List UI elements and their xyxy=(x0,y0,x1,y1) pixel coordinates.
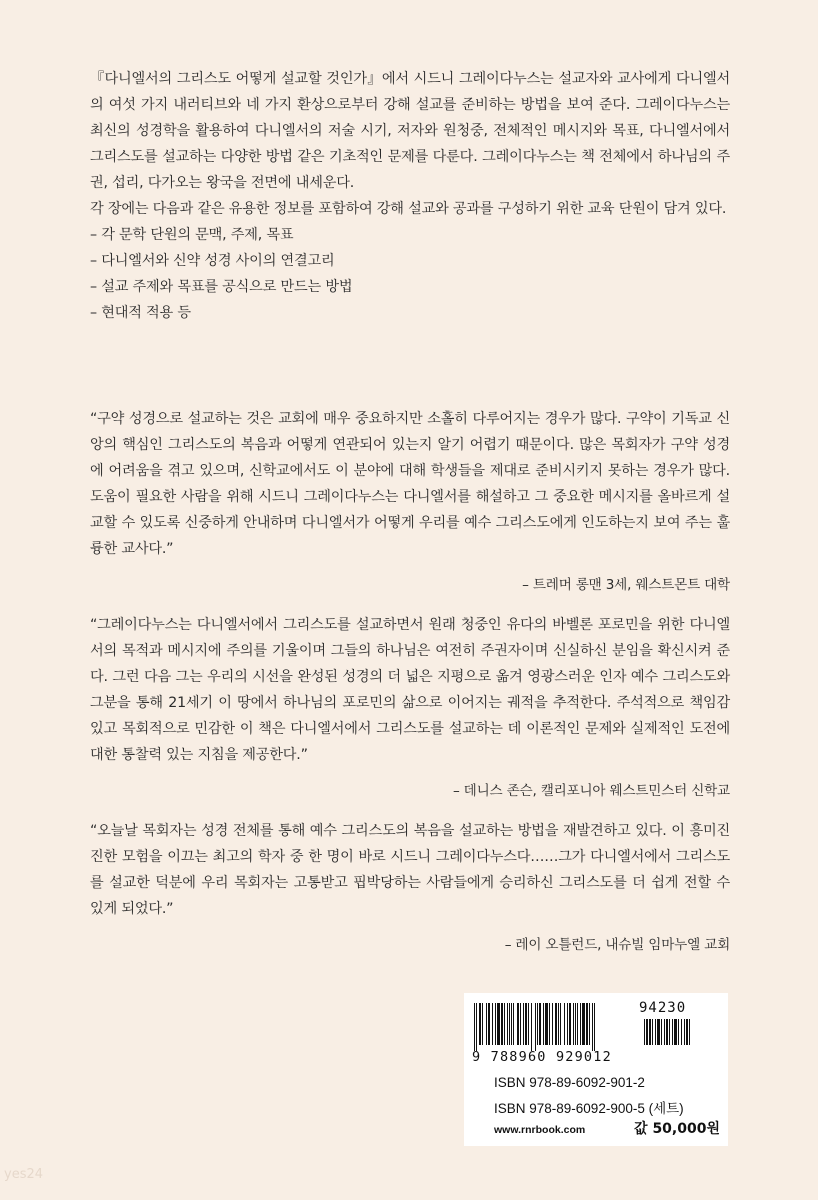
publisher-website: www.rnrbook.com xyxy=(494,1124,586,1136)
isbn-barcode xyxy=(474,1003,640,1051)
addon-barcode xyxy=(644,1019,718,1051)
book-description xyxy=(90,66,730,326)
endorsement-1 xyxy=(90,406,730,598)
addon-number: 94230 xyxy=(639,1000,687,1016)
feature-list-item: – 현대적 적용 등 xyxy=(90,305,191,321)
endorsement-3 xyxy=(90,818,730,958)
isbn-set-number: ISBN 978-89-6092-900-5 (세트) xyxy=(494,1101,684,1116)
watermark-logo: yes24 xyxy=(4,1167,44,1182)
endorsement-text: “그레이다누스는 다니엘서에서 그리스도를 설교하면서 원래 청중인 유다의 바벨론 포로민을 위한 다니엘서의 목적과 메시지에 주의를 기울이며 그들의 하나님은 여전히 주권자이며 신실하신 분임을 확신시켜 준다. 그런 다음 그는 우리의 시선을 완성된 성경의 더 넓은 지평으로 옮겨 영광스러운 인자 예수 그리스도와 그분을 통해 21세기 이 땅에서 하나님의 포로민의 삶으로 이어지는 궤적을 추적한다. 주석적으로 책임감 있고 목회적으로 민감한 이 책은 다니엘서에서 그리스도를 설교하는 데 이론적인 문제와 실제적인 도전에 대한 통찰력 있는 지침을 제공한다.” xyxy=(90,617,730,763)
feature-list xyxy=(90,222,730,326)
endorsement-text: “구약 성경으로 설교하는 것은 교회에 매우 중요하지만 소홀히 다루어지는 경우가 많다. 구약이 기독교 신앙의 핵심인 그리스도의 복음과 어떻게 연관되어 있는지 알기 어렵기 때문이다. 많은 목회자가 구약 성경에 어려움을 겪고 있으며, 신학교에서도 이 분야에 대해 학생들을 제대로 준비시키지 못하는 경우가 많다. 도움이 필요한 사람을 위해 시드니 그레이다누스는 다니엘서를 해설하고 그 중요한 메시지를 올바르게 설교할 수 있도록 신중하게 안내하며 다니엘서가 어떻게 우리를 예수 그리스도에게 인도하는지 보여 주는 훌륭한 교사다.” xyxy=(90,411,730,557)
endorsement-attribution: – 레이 오틀런드, 내슈빌 임마누엘 교회 xyxy=(504,937,730,953)
isbn-number: ISBN 978-89-6092-901-2 xyxy=(494,1075,645,1090)
description-paragraph-2: 각 장에는 다음과 같은 유용한 정보를 포함하여 강해 설교와 공과를 구성하기 위한 교육 단원이 담겨 있다. xyxy=(90,201,727,217)
endorsement-attribution: – 데니스 존슨, 캘리포니아 웨스트민스터 신학교 xyxy=(452,783,730,799)
feature-list-item: – 각 문학 단원의 문맥, 주제, 목표 xyxy=(90,227,294,243)
price: 값 50,000원 xyxy=(634,1121,720,1137)
endorsement-text: “오늘날 목회자는 성경 전체를 통해 예수 그리스도의 복음을 설교하는 방법을 재발견하고 있다. 이 흥미진진한 모험을 이끄는 최고의 학자 중 한 명이 바로 시드니 그레이다누스다……그가 다니엘서에서 그리스도를 설교한 덕분에 우리 목회자는 고통받고 핍박당하는 사람들에게 승리하신 그리스도를 더 쉽게 전할 수 있게 되었다.” xyxy=(90,823,730,917)
description-paragraph-1: 『다니엘서의 그리스도 어떻게 설교할 것인가』에서 시드니 그레이다누스는 설교자와 교사에게 다니엘서의 여섯 가지 내러티브와 네 가지 환상으로부터 강해 설교를 준비하는 방법을 보여 준다. 그레이다누스는 최신의 성경학을 활용하여 다니엘서의 저술 시기, 저자와 원청중, 전체적인 메시지와 목표, 다니엘서에서 그리스도를 설교하는 다양한 방법 같은 기초적인 문제를 다룬다. 그레이다누스는 책 전체에서 하나님의 주권, 섭리, 다가오는 왕국을 전면에 내세운다. xyxy=(90,71,730,191)
publisher-price-line xyxy=(494,1118,720,1138)
endorsement-attribution: – 트레머 롱맨 3세, 웨스트몬트 대학 xyxy=(522,577,730,593)
feature-list-item: – 다니엘서와 신약 성경 사이의 연결고리 xyxy=(90,253,335,269)
barcode-panel xyxy=(464,993,728,1146)
barcode-digits: 9 788960 929012 xyxy=(472,1049,612,1065)
endorsement-2 xyxy=(90,612,730,804)
feature-list-item: – 설교 주제와 목표를 공식으로 만드는 방법 xyxy=(90,279,353,295)
